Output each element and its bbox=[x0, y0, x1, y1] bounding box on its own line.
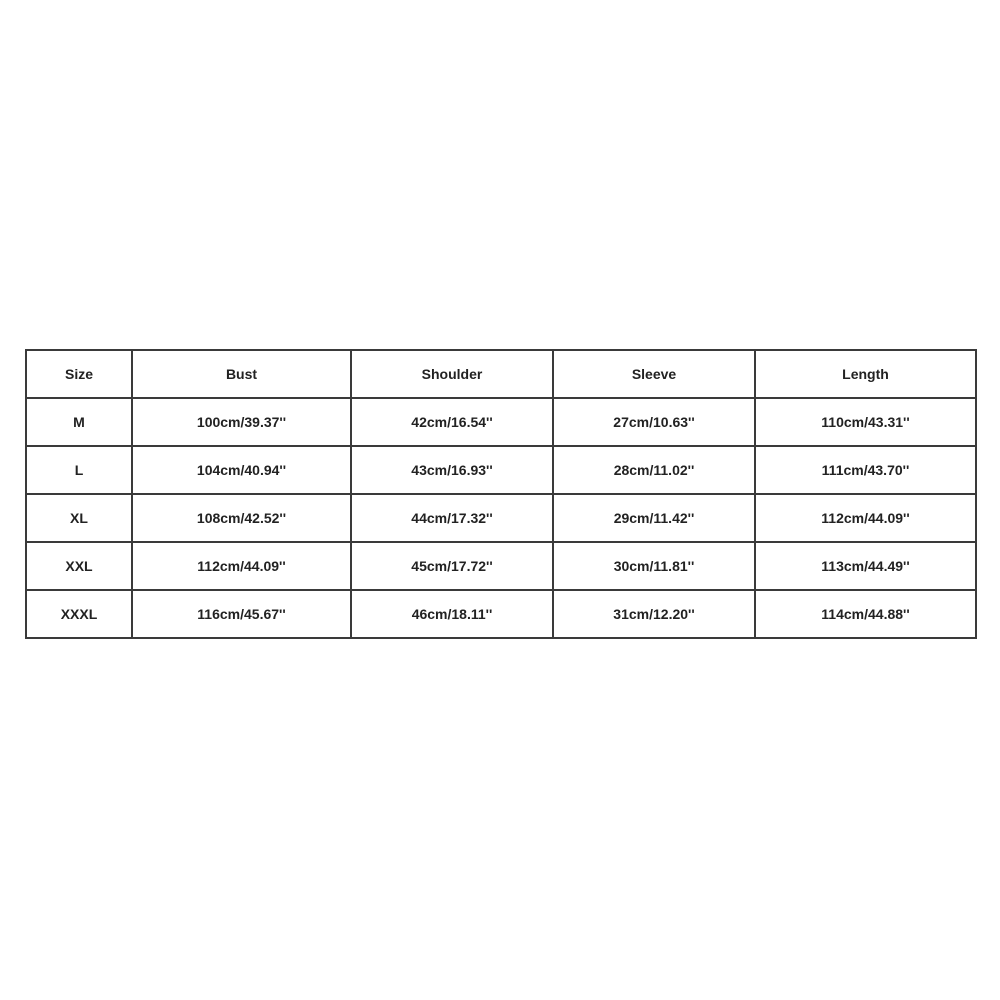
cell-bust: 116cm/45.67'' bbox=[132, 590, 351, 638]
table-row bbox=[26, 398, 976, 446]
cell-length: 110cm/43.31'' bbox=[755, 398, 976, 446]
cell-sleeve: 30cm/11.81'' bbox=[553, 542, 755, 590]
header-shoulder: Shoulder bbox=[351, 350, 553, 398]
cell-length: 114cm/44.88'' bbox=[755, 590, 976, 638]
table-row bbox=[26, 494, 976, 542]
cell-bust: 100cm/39.37'' bbox=[132, 398, 351, 446]
cell-length: 112cm/44.09'' bbox=[755, 494, 976, 542]
cell-sleeve: 29cm/11.42'' bbox=[553, 494, 755, 542]
table-row bbox=[26, 590, 976, 638]
cell-shoulder: 43cm/16.93'' bbox=[351, 446, 553, 494]
cell-shoulder: 44cm/17.32'' bbox=[351, 494, 553, 542]
cell-bust: 112cm/44.09'' bbox=[132, 542, 351, 590]
cell-size: XXXL bbox=[26, 590, 132, 638]
header-bust: Bust bbox=[132, 350, 351, 398]
cell-sleeve: 27cm/10.63'' bbox=[553, 398, 755, 446]
header-size: Size bbox=[26, 350, 132, 398]
header-sleeve: Sleeve bbox=[553, 350, 755, 398]
header-length: Length bbox=[755, 350, 976, 398]
table-row bbox=[26, 446, 976, 494]
cell-length: 111cm/43.70'' bbox=[755, 446, 976, 494]
table-header-row bbox=[26, 350, 976, 398]
cell-size: L bbox=[26, 446, 132, 494]
cell-sleeve: 28cm/11.02'' bbox=[553, 446, 755, 494]
table-row bbox=[26, 542, 976, 590]
cell-shoulder: 45cm/17.72'' bbox=[351, 542, 553, 590]
cell-length: 113cm/44.49'' bbox=[755, 542, 976, 590]
cell-size: XL bbox=[26, 494, 132, 542]
cell-bust: 104cm/40.94'' bbox=[132, 446, 351, 494]
cell-sleeve: 31cm/12.20'' bbox=[553, 590, 755, 638]
cell-size: XXL bbox=[26, 542, 132, 590]
cell-bust: 108cm/42.52'' bbox=[132, 494, 351, 542]
cell-size: M bbox=[26, 398, 132, 446]
size-chart-table bbox=[25, 349, 977, 639]
cell-shoulder: 42cm/16.54'' bbox=[351, 398, 553, 446]
cell-shoulder: 46cm/18.11'' bbox=[351, 590, 553, 638]
